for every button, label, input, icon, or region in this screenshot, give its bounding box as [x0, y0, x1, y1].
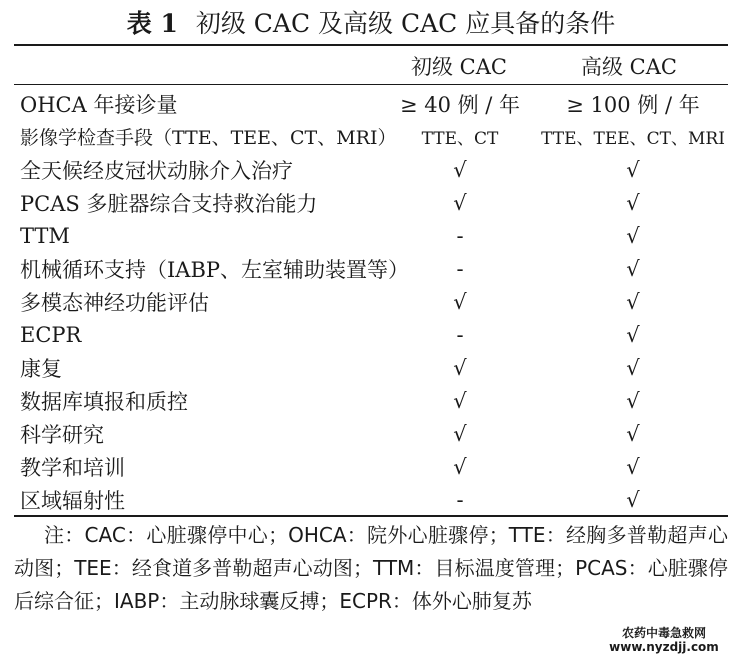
row-label: TTM [20, 223, 70, 248]
row-label: 机械循环支持（IABP、左室辅助装置等） [20, 257, 410, 282]
advanced-check-mark: √ [626, 157, 640, 182]
row-label: 康复 [20, 356, 62, 381]
conditions-table [20, 87, 728, 516]
table-row [20, 450, 728, 483]
primary-dash-mark: - [456, 487, 464, 512]
row-label: 教学和培训 [20, 455, 125, 480]
table-row [20, 417, 728, 450]
primary-check-mark: √ [453, 157, 467, 182]
advanced-check-mark: √ [626, 487, 640, 512]
watermark-site-name: 农药中毒急救网 [621, 626, 706, 640]
row-label: 全天候经皮冠状动脉介入治疗 [20, 158, 293, 183]
row-label: 区域辐射性 [20, 488, 125, 513]
top-rule [14, 44, 728, 46]
table-row [20, 483, 728, 516]
primary-dash-mark: - [456, 223, 464, 248]
advanced-check-mark: √ [626, 421, 640, 446]
table-row [20, 120, 728, 153]
advanced-check-mark: √ [626, 223, 640, 248]
table-row [20, 384, 728, 417]
table-number: 表 1 [126, 9, 178, 38]
row-label: 多模态神经功能评估 [20, 290, 209, 315]
row-label: OHCA 年接诊量 [20, 92, 178, 117]
table-row [20, 219, 728, 252]
advanced-check-mark: √ [626, 256, 640, 281]
row-label: 数据库填报和质控 [20, 389, 188, 414]
row-label: PCAS 多脏器综合支持救治能力 [20, 191, 318, 216]
table-row [20, 351, 728, 384]
table-footnote: 注：CAC：心脏骤停中心；OHCA：院外心脏骤停；TTE：经胸多普勒超声心动图；TEE：经食道多普勒超声心动图；TTM：目标温度管理；PCAS：心脏骤停后综合征；IABP：主动脉球囊反搏；ECPR：体外心肺复苏 [14, 523, 728, 613]
advanced-check-mark: √ [626, 190, 640, 215]
table-row [20, 252, 728, 285]
advanced-check-mark: √ [626, 388, 640, 413]
advanced-value: TTE、TEE、CT、MRI [541, 129, 725, 149]
advanced-check-mark: √ [626, 454, 640, 479]
table-caption: 初级 CAC 及高级 CAC 应具备的条件 [195, 9, 616, 38]
column-header-primary: 初级 CAC [411, 55, 507, 79]
bottom-rule [14, 515, 728, 517]
row-label: ECPR [20, 322, 82, 347]
primary-value: TTE、CT [421, 129, 499, 149]
primary-dash-mark: - [456, 256, 464, 281]
primary-check-mark: √ [453, 289, 467, 314]
watermark-url: www.nyzdjj.com [609, 640, 719, 654]
primary-check-mark: √ [453, 190, 467, 215]
primary-check-mark: √ [453, 388, 467, 413]
advanced-check-mark: √ [626, 322, 640, 347]
primary-check-mark: √ [453, 454, 467, 479]
column-header-advanced: 高级 CAC [581, 55, 677, 79]
row-label: 影像学检查手段（TTE、TEE、CT、MRI） [20, 127, 397, 149]
row-label: 科学研究 [20, 422, 104, 447]
table-row [20, 285, 728, 318]
primary-check-mark: √ [453, 421, 467, 446]
primary-check-mark: √ [453, 355, 467, 380]
primary-value: ≥ 40 例 / 年 [399, 92, 521, 117]
header-rule [14, 84, 728, 85]
table-row [20, 186, 728, 219]
watermark-logo [596, 626, 732, 654]
table-row [20, 87, 728, 120]
advanced-check-mark: √ [626, 289, 640, 314]
table-title [0, 6, 742, 42]
advanced-value: ≥ 100 例 / 年 [566, 92, 700, 117]
table-row [20, 318, 728, 351]
table-row [20, 153, 728, 186]
primary-dash-mark: - [456, 322, 464, 347]
advanced-check-mark: √ [626, 355, 640, 380]
